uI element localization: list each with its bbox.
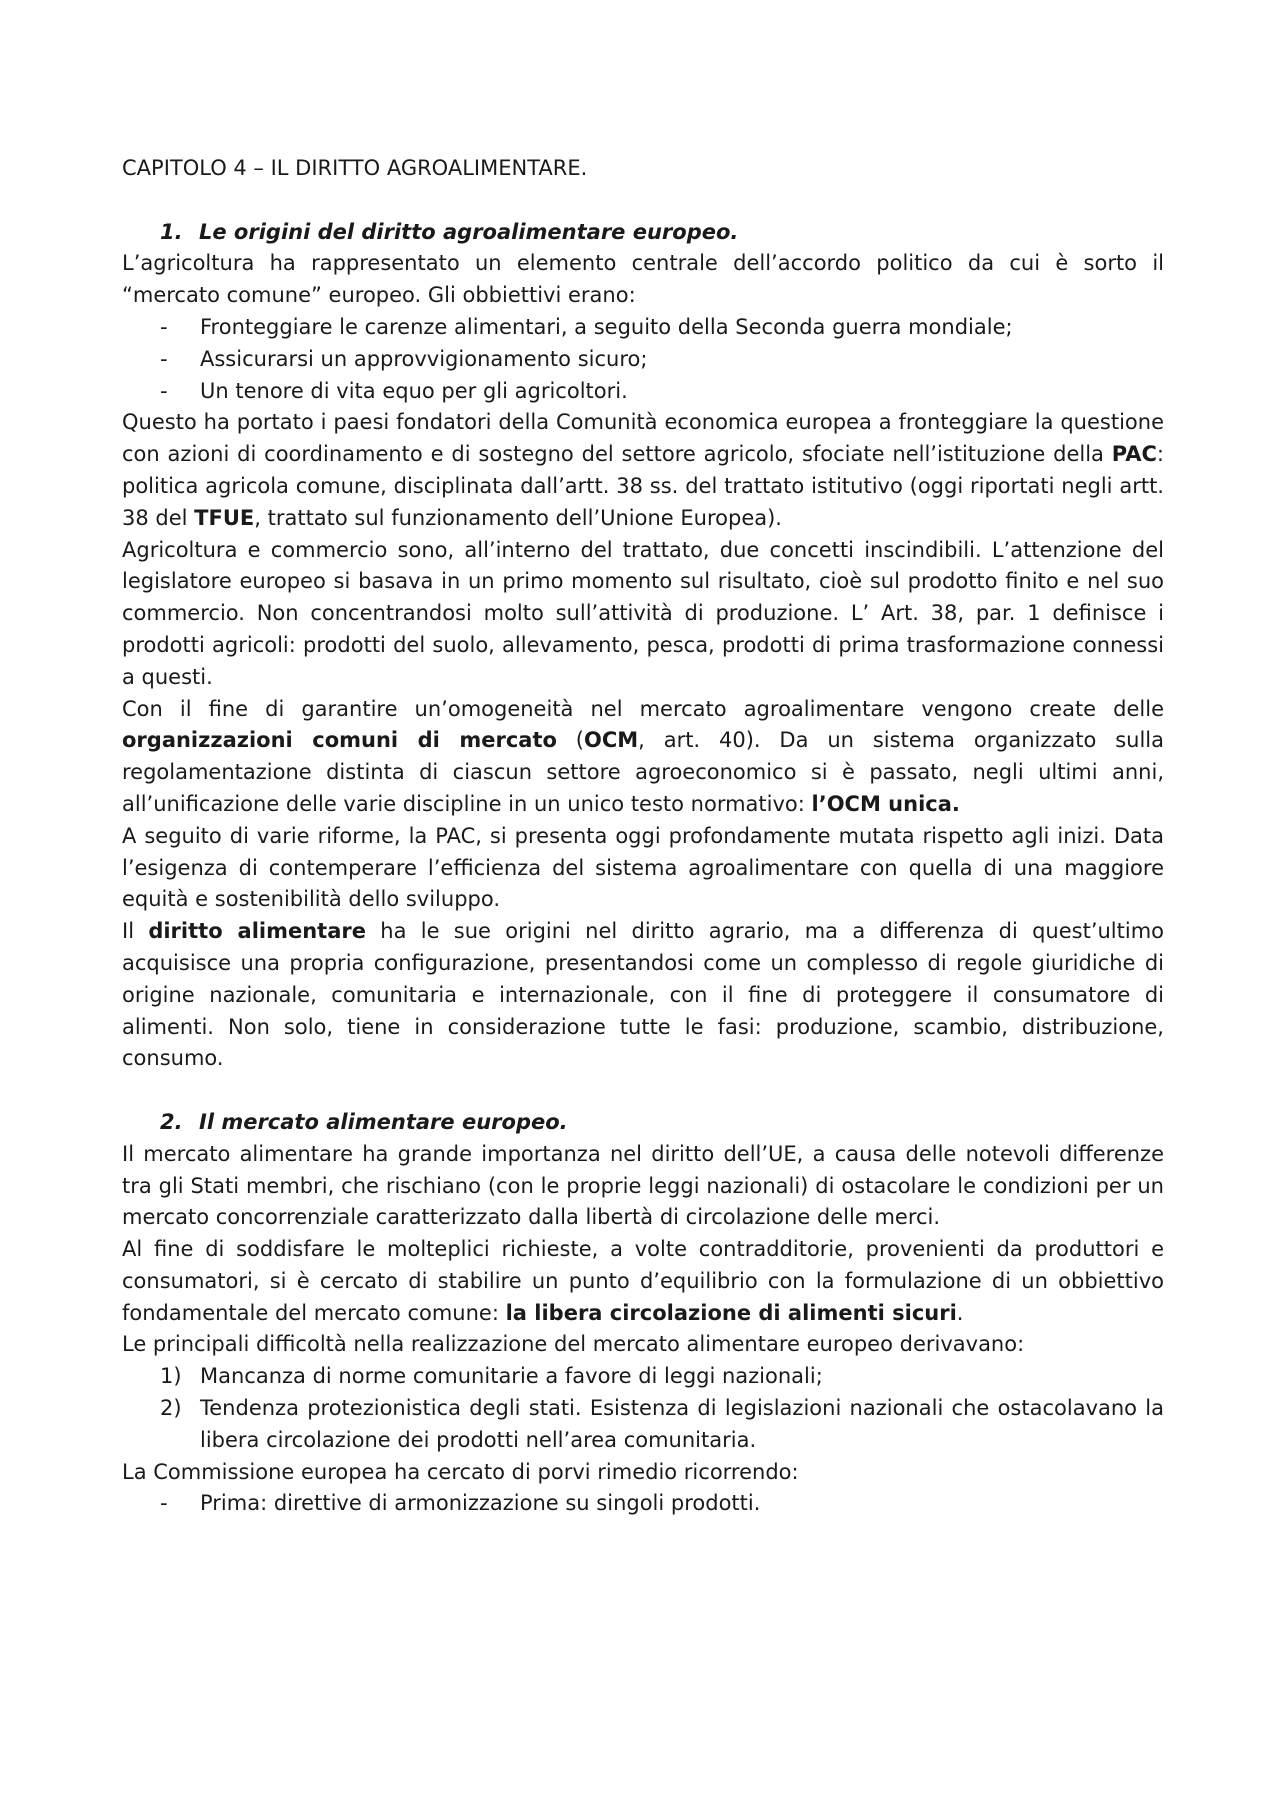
list-item: 2) Tendenza protezionistica degli stati. Esistenza di legislazioni nazionali che ostacolavano la libera circolazione dei prodotti nell’area comunitaria. (122, 1393, 1164, 1457)
bold-term: l’OCM unica. (811, 791, 960, 816)
section-1-paragraph-5: A seguito di varie riforme, la PAC, si presenta oggi profondamente mutata rispetto agli inizi. Data l’esigenza di contemperare l’efficienza del sistema agroalimentare con quella di una maggiore equità e sostenibilità dello sviluppo. (122, 823, 1164, 912)
bold-term: OCM (583, 728, 639, 753)
number-marker: 2) (160, 1396, 182, 1421)
section-1-title: Le origini del diritto agroalimentare europeo. (199, 219, 739, 244)
bold-term: TFUE (194, 505, 255, 530)
difficulties-list (122, 1361, 1164, 1456)
section-1-number: 1. (160, 219, 183, 244)
dash-marker: - (160, 378, 168, 403)
bold-term: diritto alimentare (148, 919, 366, 944)
section-2-title: Il mercato alimentare europeo. (199, 1109, 568, 1134)
dash-marker: - (160, 1491, 168, 1516)
list-item: 1) Mancanza di norme comunitarie a favore di leggi nazionali; (122, 1361, 1164, 1393)
bold-term: organizzazioni comuni di mercato (122, 728, 557, 753)
list-item: - Prima: direttive di armonizzazione su singoli prodotti. (122, 1488, 1164, 1520)
section-1-paragraph-2: Questo ha portato i paesi fondatori della Comunità economica europea a fronteggiare la questione con azioni di coordinamento e di sostegno del settore agricolo, sfociate nell’istituzione della PAC: politica agricola comune, disciplinata dall’artt. 38 ss. del trattato istitutivo (oggi riportati negli artt. 38 del TFUE, trattato sul funzionamento dell’Unione Europea). (122, 410, 1164, 530)
objectives-list (122, 312, 1164, 407)
section-2-heading (122, 1107, 1164, 1139)
list-item: - Fronteggiare le carenze alimentari, a seguito della Seconda guerra mondiale; (122, 312, 1164, 344)
section-1-paragraph-4: Con il fine di garantire un’omogeneità nel mercato agroalimentare vengono create delle organizzazioni comuni di mercato (OCM, art. 40). Da un sistema organizzato sulla regolamentazione distinta di ciascun settore agroeconomico si è passato, negli ultimi anni, all’unificazione delle varie discipline in un unico testo normativo: l’OCM unica. (122, 696, 1164, 816)
chapter-title: CAPITOLO 4 – IL DIRITTO AGROALIMENTARE. (122, 156, 588, 180)
section-spacer (122, 1075, 1164, 1107)
section-1-heading (122, 217, 1164, 249)
section-2-paragraph-1: Il mercato alimentare ha grande importanza nel diritto dell’UE, a causa delle notevoli differenze tra gli Stati membri, che rischiano (con le proprie leggi nazionali) di ostacolare le condizioni per un mercato concorrenziale caratterizzato dalla libertà di circolazione delle merci. (122, 1141, 1164, 1230)
dash-marker: - (160, 314, 168, 339)
list-item: - Assicurarsi un approvvigionamento sicuro; (122, 344, 1164, 376)
list-item: - Un tenore di vita equo per gli agricoltori. (122, 376, 1164, 408)
remedies-list (122, 1488, 1164, 1520)
dash-marker: - (160, 346, 168, 371)
section-2-paragraph-4: La Commissione europea ha cercato di porvi rimedio ricorrendo: (122, 1459, 799, 1484)
bold-term: PAC (1111, 442, 1157, 467)
document-body (122, 153, 1164, 1520)
section-1-paragraph-6: Il diritto alimentare ha le sue origini nel diritto agrario, ma a differenza di quest’ultimo acquisisce una propria configurazione, presentandosi come un complesso di regole giuridiche di origine nazionale, comunitaria e internazionale, con il fine di proteggere il consumatore di alimenti. Non solo, tiene in considerazione tutte le fasi: produzione, scambio, distribuzione, consumo. (122, 919, 1165, 1071)
section-2-paragraph-3: Le principali difficoltà nella realizzazione del mercato alimentare europeo derivavano: (122, 1332, 1025, 1357)
number-marker: 1) (160, 1364, 182, 1389)
section-1-paragraph-3: Agricoltura e commercio sono, all’interno del trattato, due concetti inscindibili. L’attenzione del legislatore europeo si basava in un primo momento sul risultato, cioè sul prodotto finito e nel suo commercio. Non concentrandosi molto sull’attività di produzione. L’ Art. 38, par. 1 definisce i prodotti agricoli: prodotti del suolo, allevamento, pesca, prodotti di prima trasformazione connessi a questi. (122, 537, 1164, 689)
section-1-paragraph-1: L’agricoltura ha rappresentato un elemento centrale dell’accordo politico da cui è sorto il “mercato comune” europeo. Gli obbiettivi erano: (122, 251, 1164, 308)
bold-term: la libera circolazione di alimenti sicuri (505, 1300, 957, 1325)
section-2-paragraph-2: Al fine di soddisfare le molteplici richieste, a volte contradditorie, provenienti da produttori e consumatori, si è cercato di stabilire un punto d’equilibrio con la formulazione di un obbiettivo fondamentale del mercato comune: la libera circolazione di alimenti sicuri. (122, 1237, 1164, 1325)
section-2-number: 2. (160, 1109, 183, 1134)
